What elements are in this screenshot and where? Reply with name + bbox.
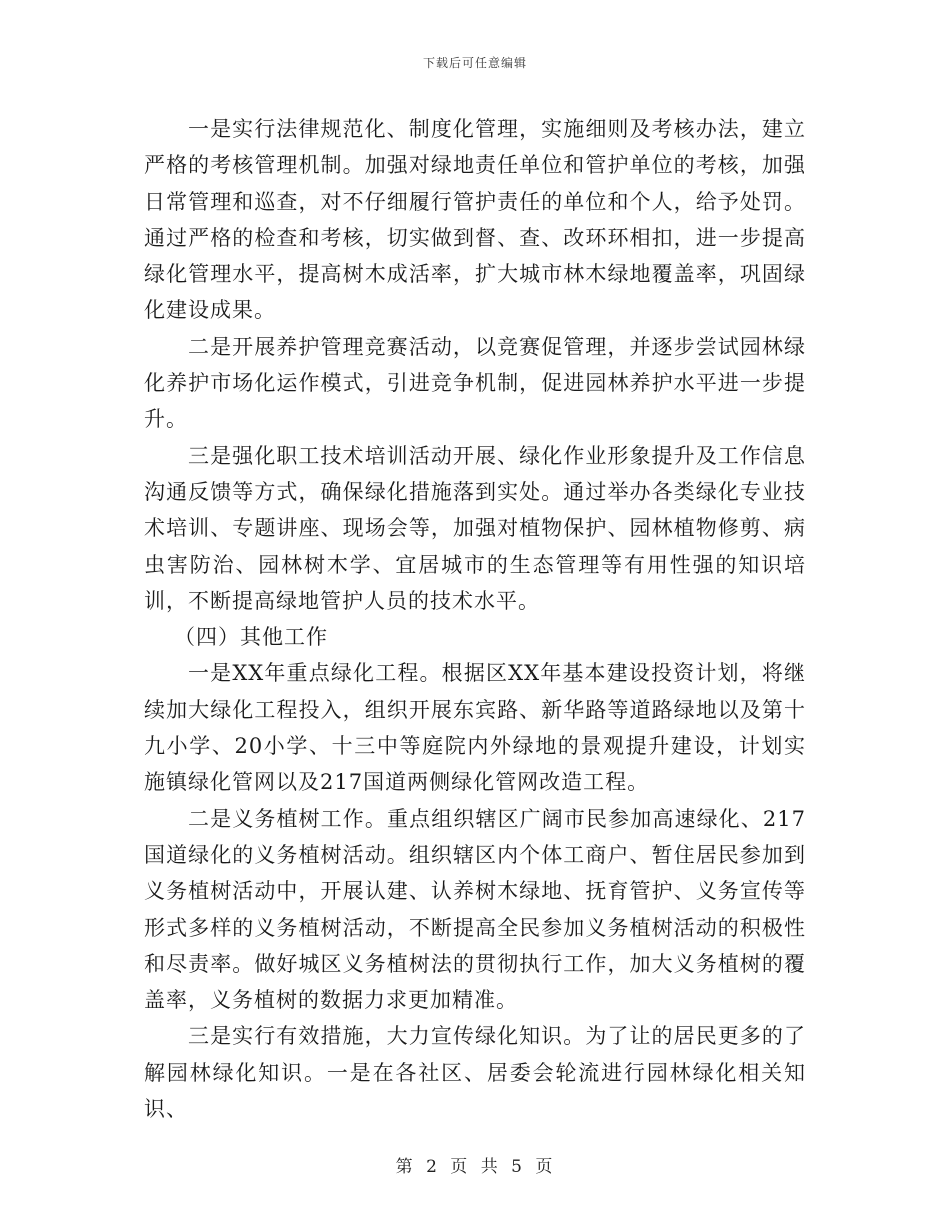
paragraph-2: 二是开展养护管理竞赛活动，以竞赛促管理，并逐步尝试园林绿化养护市场化运作模式，引进竞争机制，促进园林养护水平进一步提升。: [144, 334, 806, 432]
section-heading: （四）其他工作: [174, 625, 328, 650]
paragraph-5: 二是义务植树工作。重点组织辖区广阔市民参加高速绿化、217国道绿化的义务植树活动。组织辖区内个体工商户、暂住居民参加到义务植树活动中，开展认建、认养树木绿地、抚育管护、义务宣传等形式多样的义务植树活动，不断提高全民参加义务植树活动的积极性和尽责率。做好城区义务植树法的贯彻执行工作，加大义务植树的覆盖率，义务植树的数据力求更加精准。: [144, 806, 806, 1013]
paragraph-1: 一是实行法律规范化、制度化管理，实施细则及考核办法，建立严格的考核管理机制。加强对绿地责任单位和管护单位的考核，加强日常管理和巡查，对不仔细履行管护责任的单位和个人，给予处罚。通过严格的检查和考核，切实做到督、查、改环环相扣，进一步提高绿化管理水平，提高树木成活率，扩大城市林木绿地覆盖率，巩固绿化建设成果。: [144, 117, 806, 323]
paragraph-6: 三是实行有效措施，大力宣传绿化知识。为了让的居民更多的了解园林绿化知识。一是在各社区、居委会轮流进行园林绿化相关知识、: [144, 1024, 806, 1122]
document-body: [144, 111, 806, 1127]
page-header: 下载后可任意编辑: [422, 56, 527, 70]
page-footer: 第 2 页 共 5 页: [395, 1157, 555, 1177]
paragraph-3: 三是强化职工技术培训活动开展、绿化作业形象提升及工作信息沟通反馈等方式，确保绿化措施落到实处。通过举办各类绿化专业技术培训、专题讲座、现场会等，加强对植物保护、园林植物修剪、病虫害防治、园林树木学、宜居城市的生态管理等有用性强的知识培训，不断提高绿地管护人员的技术水平。: [144, 443, 806, 613]
paragraph-4: 一是XX年重点绿化工程。根据区XX年基本建设投资计划，将继续加大绿化工程投入，组织开展东宾路、新华路等道路绿地以及第十九小学、20小学、十三中等庭院内外绿地的景观提升建设，计划实施镇绿化管网以及217国道两侧绿化管网改造工程。: [144, 661, 806, 795]
